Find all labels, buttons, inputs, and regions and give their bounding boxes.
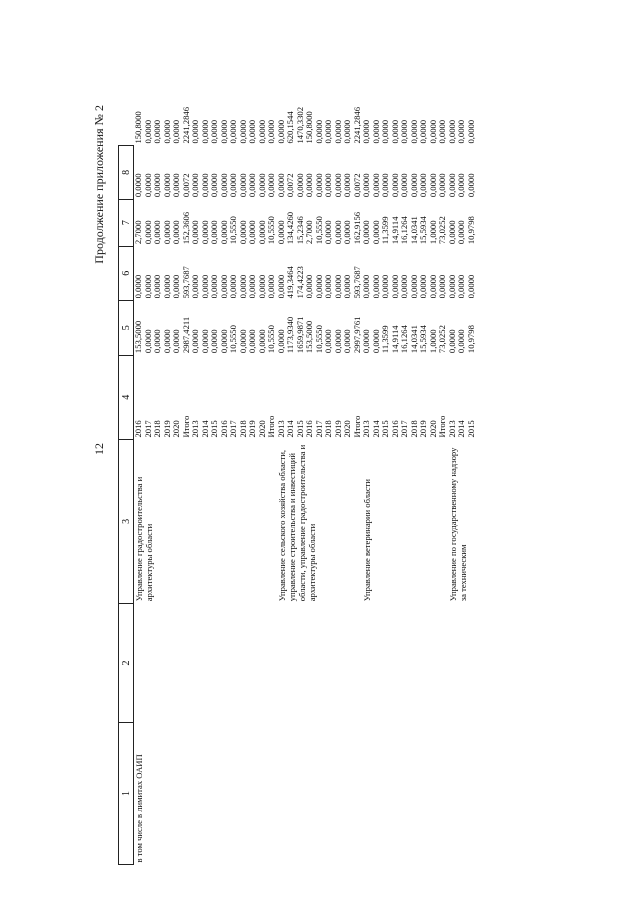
amount-cell: 0,0000 [199, 220, 210, 245]
amount-cell: 0,0000 [247, 119, 257, 144]
amount-cell: 0,0000 [418, 173, 428, 198]
amount-cell: 0,0000 [446, 220, 457, 245]
amount-cell: 0,0000 [332, 173, 343, 198]
amount-cell: 1470,3302 [294, 107, 305, 144]
amount-cell: 0,0000 [209, 173, 219, 198]
amount-cell: 0,0000 [389, 274, 400, 299]
amount-cell: 0,0000 [465, 173, 476, 198]
amount-cell: 10,5550 [228, 325, 238, 354]
amount-cell: 0,0000 [389, 173, 400, 198]
amount-cell: 0,0000 [332, 329, 343, 354]
amount-cell: 0,0000 [256, 220, 267, 245]
year-cell: 2013 [361, 420, 371, 438]
year-cell: 2016 [218, 420, 229, 438]
amount-cell: 0,0000 [465, 119, 476, 144]
amount-cell: 0,0000 [456, 274, 466, 299]
amount-cell: 0,0000 [142, 119, 153, 144]
year-cell: 2015 [380, 420, 390, 438]
amount-cell: 0,0000 [228, 274, 238, 299]
year-cell: 2018 [237, 420, 248, 438]
amount-cell: 153,5000 [133, 320, 143, 354]
amount-cell: 0,0000 [456, 329, 466, 354]
amount-cell: 0,0000 [323, 173, 333, 198]
amount-cell: 0,0000 [266, 274, 276, 299]
amount-cell: 0,0000 [446, 173, 457, 198]
amount-cell: 0,0000 [446, 329, 457, 354]
year-cell: Итого [266, 415, 276, 438]
executor-name: Управление по государственному надзору за техническим [447, 447, 468, 602]
amount-cell: 150,8000 [132, 111, 143, 144]
amount-cell: 1173,9340 [285, 316, 295, 354]
amount-cell: 0,0000 [190, 119, 200, 144]
amount-cell: 0,0000 [209, 220, 219, 245]
amount-cell: 0,0000 [370, 173, 381, 198]
amount-cell: 15,2346 [294, 216, 305, 245]
year-cell: 2019 [247, 420, 257, 438]
executor-name [191, 440, 277, 604]
amount-cell: 0,0000 [304, 173, 314, 198]
amount-cell: 2,7000 [133, 220, 143, 245]
year-cell: 2014 [456, 420, 466, 438]
amount-cell: 0,0000 [275, 274, 286, 299]
amount-cell: 0,0000 [427, 274, 438, 299]
appendix-subtitle: Продолжение приложения № 2 [92, 105, 106, 264]
amount-cell: 11,3599 [380, 325, 390, 354]
amount-cell: 0,0000 [304, 274, 314, 299]
amount-cell: 0,0000 [256, 119, 267, 144]
amount-cell: 0,0000 [380, 173, 390, 198]
amount-cell: 0,0000 [313, 274, 324, 299]
year-cell: 2016 [133, 420, 143, 438]
amount-cell: 0,0000 [380, 274, 390, 299]
amount-cell: 0,0000 [228, 173, 238, 198]
amount-cell: 14,0341 [408, 216, 419, 245]
amount-cell: 174,4223 [294, 266, 305, 299]
amount-cell: 0,0000 [247, 220, 257, 245]
amount-cell: 0,0000 [218, 274, 229, 299]
column-header: 4 [119, 355, 134, 439]
amount-cell: 0,0000 [237, 119, 248, 144]
header-row [119, 105, 134, 865]
amount-cell: 0,0000 [389, 119, 400, 144]
amount-cell: 0,0072 [351, 173, 362, 198]
year-cell: 2013 [446, 420, 457, 438]
column-header: 2 [119, 603, 134, 722]
amount-cell: 0,0000 [456, 173, 466, 198]
amount-cell: 0,0000 [256, 173, 267, 198]
table-row [134, 105, 144, 865]
amount-cell: 0,0000 [418, 119, 428, 144]
year-cell: Итого [437, 415, 447, 438]
year-cell: 2014 [285, 420, 295, 438]
column-header: 8 [119, 146, 134, 200]
amount-cell: 2241,2846 [351, 107, 362, 144]
amount-cell: 0,0000 [171, 329, 181, 354]
amount-cell: 0,0000 [465, 274, 476, 299]
year-cell: 2016 [304, 420, 314, 438]
year-cell: 2015 [209, 420, 219, 438]
amount-cell: 0,0000 [266, 119, 276, 144]
column-header: 6 [119, 246, 134, 300]
amount-cell: 0,0000 [142, 274, 153, 299]
amount-cell: 10,5550 [313, 216, 324, 245]
amount-cell: 0,0000 [342, 329, 352, 354]
amount-cell: 0,0000 [342, 220, 352, 245]
column-header: 3 [119, 440, 134, 604]
amount-cell: 0,0000 [446, 274, 457, 299]
year-cell: 2019 [418, 420, 428, 438]
amount-cell: 0,0000 [256, 329, 267, 354]
column-header: 7 [119, 199, 134, 246]
amount-cell: 15,5934 [418, 325, 428, 354]
year-cell: 2013 [275, 420, 286, 438]
amount-cell: 0,0000 [161, 220, 172, 245]
amount-cell: 0,0000 [294, 173, 305, 198]
amount-cell: 0,0000 [275, 220, 286, 245]
amount-cell: 16,1264 [399, 216, 409, 245]
year-cell: 2015 [294, 420, 305, 438]
amount-cell: 0,0000 [199, 274, 210, 299]
amount-cell: 0,0000 [209, 274, 219, 299]
page-number: 12 [92, 443, 106, 455]
amount-cell: 0,0000 [161, 173, 172, 198]
amount-cell: 0,0000 [370, 119, 381, 144]
amount-cell: 0,0000 [313, 119, 324, 144]
amount-cell: 0,0000 [171, 173, 181, 198]
year-cell: 2020 [427, 420, 438, 438]
amount-cell: 0,0000 [237, 329, 248, 354]
amount-cell: 0,0000 [361, 173, 371, 198]
amount-cell: 0,0000 [247, 173, 257, 198]
amount-cell: 1,0000 [427, 329, 438, 354]
amount-cell: 14,9114 [389, 325, 400, 354]
amount-cell: 0,0000 [342, 119, 352, 144]
amount-cell: 593,7687 [351, 266, 362, 299]
amount-cell: 0,0000 [456, 220, 466, 245]
amount-cell: 0,0000 [190, 220, 200, 245]
amount-cell: 0,0000 [437, 173, 447, 198]
amount-cell: 620,1544 [285, 111, 295, 144]
amount-cell: 0,0000 [427, 119, 438, 144]
year-cell: 2018 [152, 420, 162, 438]
year-cell: 2013 [190, 420, 200, 438]
executor-name: Управление сельского хозяйства области, управление строительства и инвестиций области, управление градостроительства и архитектуры области [276, 444, 317, 602]
amount-cell: 16,1264 [399, 325, 409, 354]
amount-cell: 0,0000 [190, 173, 200, 198]
section-label: в том числе в лимитах ОАИП [134, 754, 144, 863]
amount-cell: 10,5550 [313, 325, 324, 354]
amount-cell: 0,0000 [256, 274, 267, 299]
amount-cell: 0,0000 [209, 119, 219, 144]
amount-cell: 0,0000 [380, 119, 390, 144]
amount-cell: 0,0000 [152, 119, 162, 144]
amount-cell: 0,0000 [408, 119, 419, 144]
amount-cell: 0,0000 [427, 173, 438, 198]
amount-cell: 0,0000 [323, 220, 333, 245]
amount-cell: 153,5000 [304, 320, 314, 354]
year-cell: 2018 [408, 420, 419, 438]
year-cell: 2020 [171, 420, 181, 438]
amount-cell: 0,0000 [275, 329, 286, 354]
amount-cell: 0,0000 [199, 329, 210, 354]
year-cell: Итого [351, 415, 362, 438]
amount-cell: 0,0000 [218, 119, 229, 144]
amount-cell: 0,0000 [152, 173, 162, 198]
amount-cell: 0,0000 [133, 274, 143, 299]
amount-cell: 150,8000 [304, 111, 314, 144]
amount-cell: 2997,9761 [351, 316, 362, 354]
amount-cell: 0,0000 [313, 173, 324, 198]
year-cell: 2017 [399, 420, 409, 438]
amount-cell: 1659,9871 [294, 316, 305, 354]
amount-cell: 0,0000 [237, 274, 248, 299]
amount-cell: 0,0000 [275, 119, 286, 144]
amount-cell: 0,0000 [209, 329, 219, 354]
amount-cell: 0,0000 [171, 220, 181, 245]
amount-cell: 0,0000 [408, 274, 419, 299]
amount-cell: 0,0000 [266, 173, 276, 198]
amount-cell: 10,9798 [465, 325, 476, 354]
amount-cell: 73,0252 [437, 216, 447, 245]
amount-cell: 0,0000 [437, 274, 447, 299]
year-cell: 2019 [161, 420, 172, 438]
amount-cell: 0,0000 [399, 173, 409, 198]
amount-cell: 0,0000 [142, 329, 153, 354]
year-cell: 2020 [256, 420, 267, 438]
amount-cell: 162,9156 [351, 211, 362, 245]
year-cell: 2015 [465, 420, 476, 438]
amount-cell: 0,0000 [152, 220, 162, 245]
amount-cell: 0,0000 [408, 173, 419, 198]
amount-cell: 0,0000 [190, 329, 200, 354]
executor-name: Управление ветеринарии области [362, 478, 372, 602]
amount-cell: 0,0000 [332, 119, 343, 144]
amount-cell: 0,0000 [228, 119, 238, 144]
amount-cell: 0,0000 [370, 220, 381, 245]
amount-cell: 0,0000 [342, 173, 352, 198]
amount-cell: 10,5550 [228, 216, 238, 245]
amount-cell: 10,9798 [465, 216, 476, 245]
rotated-sheet [92, 105, 638, 865]
year-cell: 2014 [199, 420, 210, 438]
column-header: 1 [119, 723, 134, 865]
amount-cell: 593,7687 [180, 266, 191, 299]
column-header: 5 [119, 300, 134, 355]
amount-cell: 0,0072 [285, 173, 295, 198]
amount-cell: 0,0000 [161, 329, 172, 354]
amount-cell: 419,3464 [285, 266, 295, 299]
amount-cell: 0,0000 [247, 329, 257, 354]
year-cell: 2016 [389, 420, 400, 438]
column-2-cell [134, 603, 477, 722]
year-cell: 2017 [228, 420, 238, 438]
amount-cell: 0,0000 [142, 173, 153, 198]
amount-cell: 0,0000 [437, 119, 447, 144]
amount-cell: 0,0000 [199, 173, 210, 198]
amount-cell: 0,0000 [361, 274, 371, 299]
amount-cell: 0,0000 [171, 274, 181, 299]
amount-cell: 0,0000 [218, 173, 229, 198]
table-body [134, 105, 477, 865]
amount-cell: 0,0000 [237, 173, 248, 198]
amount-cell: 73,0252 [437, 325, 447, 354]
amount-cell: 2987,4211 [180, 316, 191, 354]
amount-cell: 0,0000 [142, 220, 153, 245]
amount-cell: 0,0000 [237, 220, 248, 245]
amount-cell: 0,0000 [218, 220, 229, 245]
amount-cell: 0,0000 [171, 119, 181, 144]
amount-cell: 0,0000 [370, 274, 381, 299]
amount-cell: 152,3606 [180, 211, 191, 245]
amount-cell: 0,0000 [247, 274, 257, 299]
amount-cell: 0,0000 [361, 119, 371, 144]
amount-cell: 15,5934 [418, 216, 428, 245]
amount-cell: 0,0000 [218, 329, 229, 354]
amount-cell: 0,0000 [418, 274, 428, 299]
amount-cell: 0,0072 [180, 173, 191, 198]
year-cell: 2017 [313, 420, 324, 438]
amount-cell: 0,0000 [161, 119, 172, 144]
amount-cell: 0,0000 [361, 329, 371, 354]
amount-cell: 0,0000 [342, 274, 352, 299]
amount-cell: 0,0000 [332, 220, 343, 245]
amount-cell: 11,3599 [380, 216, 390, 245]
year-cell: 2019 [332, 420, 343, 438]
year-cell: Итого [180, 415, 191, 438]
amount-cell: 0,0000 [399, 274, 409, 299]
budget-table [118, 105, 476, 865]
amount-cell: 0,0000 [361, 220, 371, 245]
amount-cell: 0,0000 [275, 173, 286, 198]
amount-cell: 0,0000 [190, 274, 200, 299]
amount-cell: 10,5550 [266, 325, 276, 354]
year-cell: 2014 [370, 420, 381, 438]
amount-cell: 0,0000 [323, 329, 333, 354]
amount-cell: 0,0000 [399, 119, 409, 144]
amount-cell: 0,0000 [199, 119, 210, 144]
amount-cell: 0,0000 [152, 274, 162, 299]
amount-cell: 2241,2846 [180, 107, 191, 144]
amount-cell: 0,0000 [323, 274, 333, 299]
amount-cell: 14,9114 [389, 216, 400, 245]
amount-cell: 1,0000 [427, 220, 438, 245]
amount-cell: 0,0000 [446, 119, 457, 144]
amount-cell: 2,7000 [304, 220, 314, 245]
year-cell: 2020 [342, 420, 352, 438]
executor-name: Управление градостроительства и архитектуры области [134, 476, 154, 602]
amount-cell: 0,0000 [152, 329, 162, 354]
year-cell: 2018 [323, 420, 333, 438]
amount-cell: 10,5550 [266, 216, 276, 245]
amount-cell: 0,0000 [161, 274, 172, 299]
amount-cell: 0,0000 [332, 274, 343, 299]
amount-cell: 0,0000 [456, 119, 466, 144]
year-cell: 2017 [142, 420, 153, 438]
amount-cell: 0,0000 [133, 173, 143, 198]
amount-cell: 134,4260 [285, 211, 295, 245]
amount-cell: 14,0341 [408, 325, 419, 354]
amount-cell: 0,0000 [370, 329, 381, 354]
amount-cell: 0,0000 [323, 119, 333, 144]
